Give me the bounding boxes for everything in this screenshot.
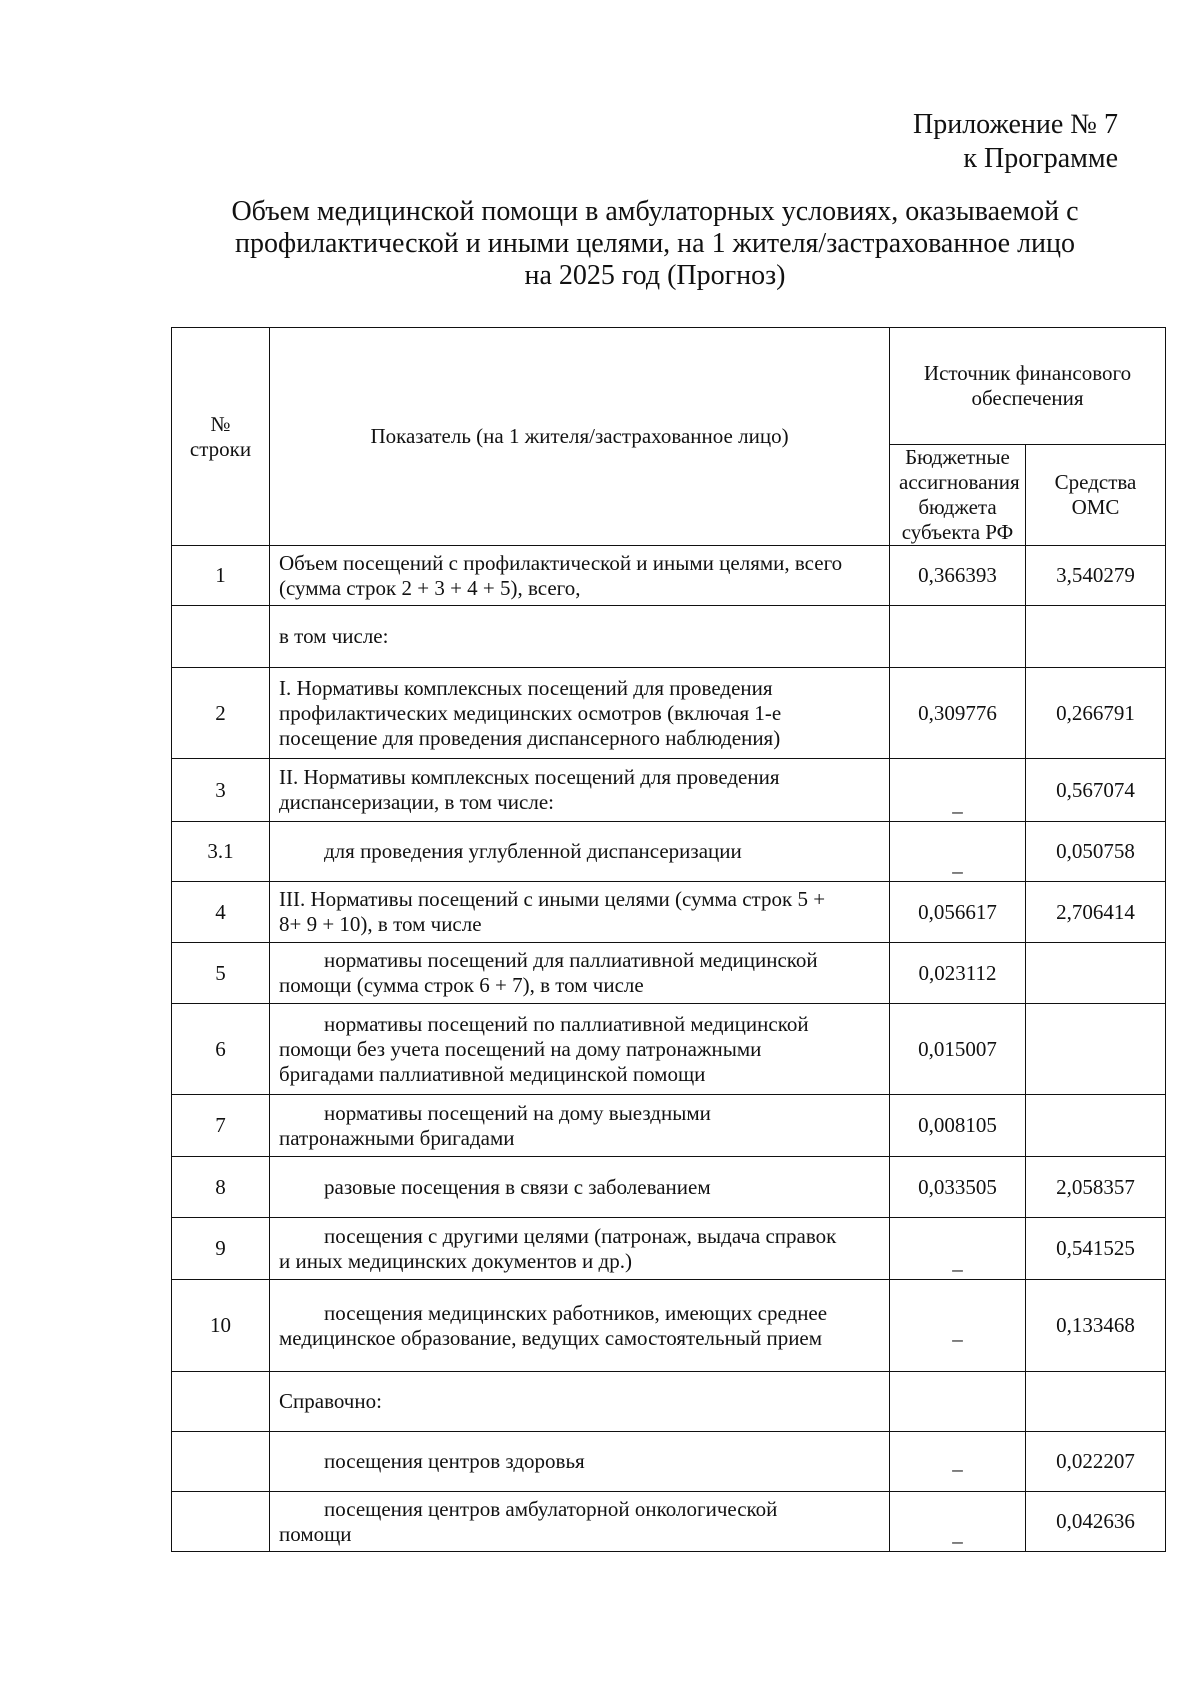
header-budget: [890, 445, 1026, 546]
row-budget: 0,366393: [890, 546, 1026, 606]
appendix-label: [913, 108, 1118, 176]
indicator-line: (сумма строк 2 + 3 + 4 + 5), всего,: [279, 575, 581, 600]
document-title: [160, 196, 1150, 292]
indicator-line: и иных медицинских документов и др.): [279, 1248, 632, 1273]
indicator-line: III. Нормативы посещений с иными целями (сумма строк 5 +: [279, 887, 826, 911]
row-indicator: Справочно:: [270, 1372, 890, 1432]
table-row: [172, 759, 1166, 822]
row-budget: 0,023112: [890, 943, 1026, 1004]
row-budget: [890, 1280, 1026, 1372]
dash-value: _: [952, 852, 963, 876]
row-oms: 3,540279: [1026, 546, 1166, 606]
table-row: [172, 1280, 1166, 1372]
row-oms: 0,541525: [1026, 1218, 1166, 1280]
appendix-program: к Программе: [963, 143, 1118, 174]
title-line: на 2025 год (Прогноз): [524, 260, 786, 291]
header-text: ассигнования: [899, 470, 1020, 494]
row-number: 1: [172, 546, 270, 606]
row-budget: 0,033505: [890, 1157, 1026, 1218]
row-number: 4: [172, 882, 270, 943]
indicator-line: бригадами паллиативной медицинской помощи: [279, 1061, 706, 1086]
row-number: 2: [172, 668, 270, 759]
row-budget: [890, 606, 1026, 668]
row-indicator: [270, 1218, 890, 1280]
row-number: 7: [172, 1095, 270, 1157]
table-row: [172, 606, 1166, 668]
table-row: [172, 668, 1166, 759]
row-budget: [890, 1218, 1026, 1280]
dash-value: _: [952, 1250, 963, 1274]
indicator-line: II. Нормативы комплексных посещений для проведения: [279, 765, 780, 789]
indicator-line: помощи (сумма строк 6 + 7), в том числе: [279, 973, 644, 997]
row-budget: [890, 822, 1026, 882]
row-number: [172, 1372, 270, 1432]
row-budget: 0,309776: [890, 668, 1026, 759]
dash-value: _: [952, 792, 963, 816]
indicator-line: посещения медицинских работников, имеющих среднее: [324, 1300, 828, 1325]
table-row: [172, 546, 1166, 606]
row-number: [172, 1432, 270, 1492]
dash-value: _: [952, 1450, 963, 1474]
header-text: Средства: [1054, 470, 1137, 494]
row-indicator: разовые посещения в связи с заболеванием: [270, 1157, 890, 1218]
row-budget: [890, 1492, 1026, 1552]
row-oms: 2,058357: [1026, 1157, 1166, 1218]
header-text: ОМС: [1071, 495, 1120, 519]
row-oms: 0,133468: [1026, 1280, 1166, 1372]
table-row: [172, 822, 1166, 882]
indicator-line: диспансеризации, в том числе:: [279, 790, 554, 814]
row-number: 9: [172, 1218, 270, 1280]
table-row: [172, 1218, 1166, 1280]
row-number: 3.1: [172, 822, 270, 882]
header-row: [172, 328, 1166, 445]
row-indicator: посещения центров здоровья: [270, 1432, 890, 1492]
header-indicator: Показатель (на 1 жителя/застрахованное лицо): [270, 328, 890, 546]
indicator-line: посещения с другими целями (патронаж, выдача справок: [324, 1223, 837, 1248]
appendix-number: Приложение № 7: [913, 109, 1118, 140]
row-budget: 0,015007: [890, 1004, 1026, 1095]
title-line: Объем медицинской помощи в амбулаторных условиях, оказываемой с: [231, 196, 1079, 227]
indicator-line: профилактических медицинских осмотров (включая 1-е: [279, 700, 782, 725]
row-oms: 0,022207: [1026, 1432, 1166, 1492]
indicator-line: помощи: [279, 1521, 352, 1546]
row-number: [172, 606, 270, 668]
row-oms: 0,266791: [1026, 668, 1166, 759]
indicator-line: нормативы посещений на дому выездными: [324, 1100, 711, 1125]
row-indicator: [270, 882, 890, 943]
row-budget: [890, 1432, 1026, 1492]
row-budget: [890, 759, 1026, 822]
dash-value: _: [952, 1320, 963, 1344]
table-row: [172, 1432, 1166, 1492]
header-text: бюджета: [918, 495, 997, 519]
header-text: Источник финансового: [923, 361, 1132, 385]
indicator-line: помощи без учета посещений на дому патронажными: [279, 1036, 762, 1061]
row-indicator: [270, 1280, 890, 1372]
row-oms: 0,042636: [1026, 1492, 1166, 1552]
dash-value: _: [952, 1522, 963, 1546]
row-number: 8: [172, 1157, 270, 1218]
table-row: [172, 1095, 1166, 1157]
row-oms: [1026, 1004, 1166, 1095]
indicator-line: нормативы посещений для паллиативной медицинской: [324, 948, 818, 972]
row-indicator: [270, 759, 890, 822]
indicator-line: Объем посещений с профилактической и иными целями, всего: [279, 550, 843, 575]
header-text: Бюджетные: [905, 445, 1010, 469]
header-text: обеспечения: [971, 386, 1084, 410]
row-oms: 0,567074: [1026, 759, 1166, 822]
header-text: субъекта РФ: [901, 520, 1014, 544]
volume-table: [171, 327, 1166, 1552]
header-funding-source: [890, 328, 1166, 445]
row-budget: [890, 1372, 1026, 1432]
row-number: 3: [172, 759, 270, 822]
row-indicator: в том числе:: [270, 606, 890, 668]
indicator-line: 8+ 9 + 10), в том числе: [279, 912, 482, 936]
row-indicator: [270, 546, 890, 606]
row-oms: 0,050758: [1026, 822, 1166, 882]
header-text: №: [210, 411, 231, 436]
row-indicator: [270, 1095, 890, 1157]
row-number: 5: [172, 943, 270, 1004]
row-oms: [1026, 943, 1166, 1004]
row-budget: 0,008105: [890, 1095, 1026, 1157]
row-budget: 0,056617: [890, 882, 1026, 943]
table-row: [172, 1157, 1166, 1218]
indicator-line: нормативы посещений по паллиативной медицинской: [324, 1011, 809, 1036]
row-oms: 2,706414: [1026, 882, 1166, 943]
row-oms: [1026, 1372, 1166, 1432]
table-row: [172, 882, 1166, 943]
table-row: [172, 1004, 1166, 1095]
row-indicator: для проведения углубленной диспансеризации: [270, 822, 890, 882]
title-line: профилактической и иными целями, на 1 жителя/застрахованное лицо: [234, 228, 1076, 259]
indicator-line: посещения центров амбулаторной онкологической: [324, 1496, 778, 1521]
row-number: 6: [172, 1004, 270, 1095]
table-row: [172, 943, 1166, 1004]
table-row: [172, 1492, 1166, 1552]
row-number: [172, 1492, 270, 1552]
row-indicator: [270, 1004, 890, 1095]
row-indicator: [270, 668, 890, 759]
header-text: строки: [189, 436, 252, 461]
row-number: 10: [172, 1280, 270, 1372]
table-row: [172, 1372, 1166, 1432]
row-indicator: [270, 1492, 890, 1552]
header-row-number: [172, 328, 270, 546]
indicator-line: медицинское образование, ведущих самостоятельный прием: [279, 1325, 823, 1350]
header-oms: [1026, 445, 1166, 546]
indicator-line: посещение для проведения диспансерного наблюдения): [279, 725, 781, 750]
row-oms: [1026, 1095, 1166, 1157]
row-oms: [1026, 606, 1166, 668]
row-indicator: [270, 943, 890, 1004]
indicator-line: патронажными бригадами: [279, 1125, 515, 1150]
indicator-line: I. Нормативы комплексных посещений для проведения: [279, 675, 773, 700]
